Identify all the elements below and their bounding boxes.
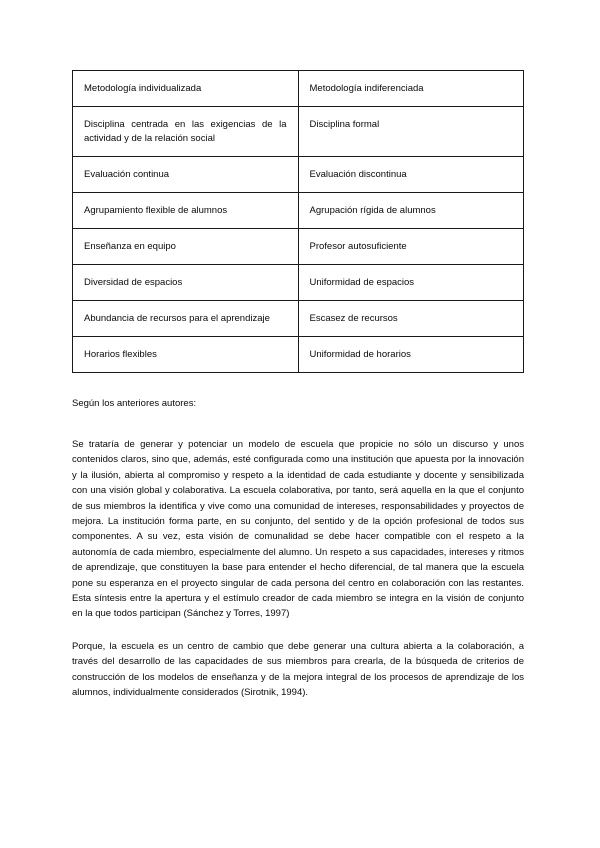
page-content — [72, 70, 524, 701]
table-row — [73, 157, 524, 193]
table-cell-left: Metodología individualizada — [73, 71, 299, 107]
table-cell-right: Escasez de recursos — [298, 301, 524, 337]
table-cell-right: Metodología indiferenciada — [298, 71, 524, 107]
intro-line: Según los anteriores autores: — [72, 398, 197, 409]
table-row — [73, 229, 524, 265]
paragraph-2: Porque, la escuela es un centro de cambio que debe generar una cultura abierta a la colaboración, a través del desarrollo de las capacidades de sus miembros para crearla, de la búsqueda de criterios de construcción de los modelos de enseñanza y de la mejora integral de los procesos de aprendizaje de los alumnos, individualmente considerados (Sirotnik, 1994). — [72, 640, 524, 699]
table-cell-left: Disciplina centrada en las exigencias de la actividad y de la relación social — [73, 107, 299, 157]
table-cell-left: Diversidad de espacios — [73, 265, 299, 301]
table-row — [73, 71, 524, 107]
comparison-table — [72, 70, 524, 373]
table-cell-left: Horarios flexibles — [73, 337, 299, 373]
table-row — [73, 301, 524, 337]
table-row — [73, 265, 524, 301]
table-cell-left: Evaluación continua — [73, 157, 299, 193]
table-cell-right: Uniformidad de horarios — [298, 337, 524, 373]
table-row — [73, 337, 524, 373]
table-cell-right: Evaluación discontinua — [298, 157, 524, 193]
table-cell-right: Disciplina formal — [298, 107, 524, 157]
paragraph-1: Se trataría de generar y potenciar un modelo de escuela que propicie no sólo un discurso y unos contenidos claros, sino que, además, esté configurada como una institución que apuesta por la innovación y la ilusión, abierta al compromiso y respeto a la identidad de cada estudiante y docente y sensibilizada con una visión global y colaborativa. La escuela colaborativa, por tanto, será aquella en la que el conjunto de sus miembros la identifica y vive como una comunidad de intereses, responsabilidades y proyectos de mejora. La institución forma parte, en su conjunto, del sentido y de la opción profesional de todos sus componentes. A su vez, esta visión de comunalidad se debe hacer compatible con el respeto a la autonomía de cada miembro, especialmente del alumno. Un respeto a sus capacidades, intereses y ritmos de aprendizaje, que constituyen la base para entender el hecho diferencial, de tal manera que la escuela pone su esperanza en el proyecto singular de cada persona del centro en colaboración con las restantes. Esta síntesis entre la apertura y el estímulo creador de cada miembro se integra en la visión de conjunto en la que todos participan (Sánchez y Torres, 1997) — [72, 439, 524, 620]
table-cell-right: Agrupación rígida de alumnos — [298, 193, 524, 229]
table-cell-right: Profesor autosuficiente — [298, 229, 524, 265]
table-cell-left: Enseñanza en equipo — [73, 229, 299, 265]
table-cell-right: Uniformidad de espacios — [298, 265, 524, 301]
table-cell-left: Abundancia de recursos para el aprendizaje — [73, 301, 299, 337]
table-row — [73, 107, 524, 157]
table-cell-left: Agrupamiento flexible de alumnos — [73, 193, 299, 229]
table-row — [73, 193, 524, 229]
